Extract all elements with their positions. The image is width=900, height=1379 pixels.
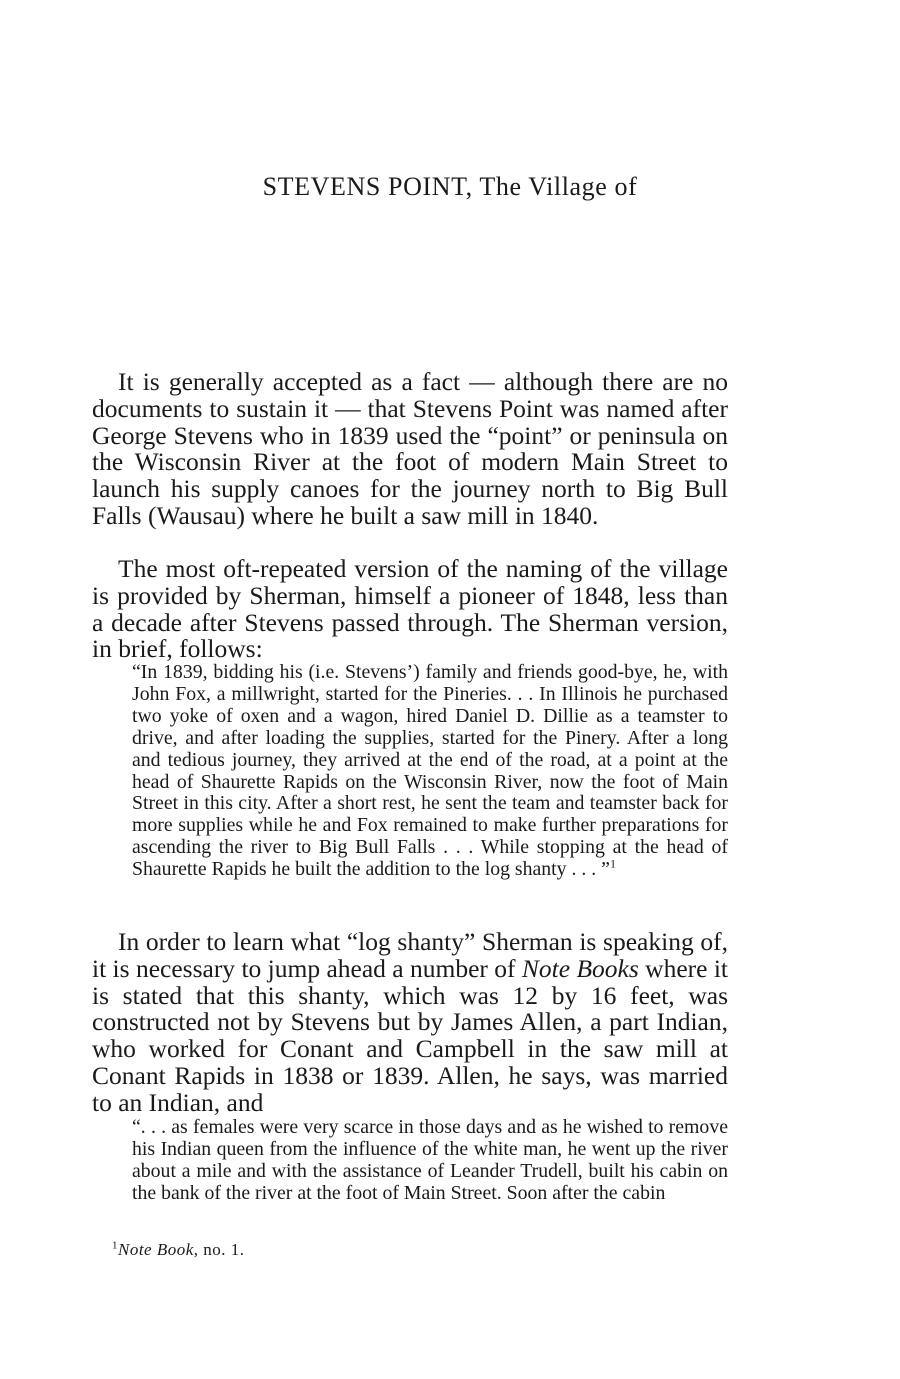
chapter-title: STEVENS POINT, The Village of [262,172,638,201]
paragraph-3-part-a: In order to learn what “log shanty” Sherman is speaking of, it is necessary to jump ahead a number of [92,927,728,983]
paragraph-3 [92,929,728,1117]
footnote-marker: 1 [112,1239,118,1252]
paragraph-3-block [92,929,728,1117]
paragraph-1: It is generally accepted as a fact — although there are no documents to sustain it — that Stevens Point was named after George Stevens who in 1839 used the “point” or peninsula on the Wisconsin River at the foot of modern Main Street to launch his supply canoes for the journey north to Big Bull Falls (Wausau) where he built a saw mill in 1840. [92,367,728,530]
block-quote-2-text: “. . . as females were very scarce in those days and as he wished to remove his Indian queen from the influence of the white man, he went up the river about a mile and with the assistance of Leander Trudell, built his cabin on the bank of the river at the foot of Main Street. Soon after the cabin [132,1116,728,1204]
footnote-title: Note Book, [118,1240,199,1259]
block-quote-1-body: “In 1839, bidding his (i.e. Stevens’) family and friends good-bye, he, with John Fox, a millwright, started for the Pineries. . . In Illinois he purchased two yoke of oxen and a wagon, hired Daniel D. Dillie as a teamster to drive, and after loading the supplies, started for the Pinery. After a long and tedious journey, they arrived at the end of the road, at a point at the head of Shaurette Rapids on the Wisconsin River, now the foot of Main Street in this city. After a short rest, he sent the team and teamster back for more supplies while he and Fox remained to make further preparations for ascending the river to Big Bull Falls . . . While stopping at the head of Shaurette Rapids he built the addition to the log shanty . . . ” [132,661,728,881]
paragraph-3-part-b: where it is stated that this shanty, which was 12 by 16 feet, was constructed not by Stevens but by James Allen, a part Indian, who worked for Conant and Campbell in the saw mill at Conant Rapids in 1838 or 1839. Allen, he says, was married to an Indian, and [92,953,729,1117]
footnote [112,1240,245,1260]
paragraph-2: The most oft-repeated version of the naming of the village is provided by Sherman, himself a pioneer of 1848, less than a decade after Stevens passed through. The Sherman version, in brief, follows: [92,554,728,664]
paragraph-2-block [92,556,728,663]
footnote-reference: 1 [609,856,616,871]
footnote-rest: no. 1. [203,1240,245,1259]
block-quote-1 [92,662,728,881]
note-books-title: Note Books [521,953,639,983]
block-quote-1-text [132,662,728,881]
block-quote-2 [92,1117,728,1205]
paragraph-1-block [92,369,728,530]
